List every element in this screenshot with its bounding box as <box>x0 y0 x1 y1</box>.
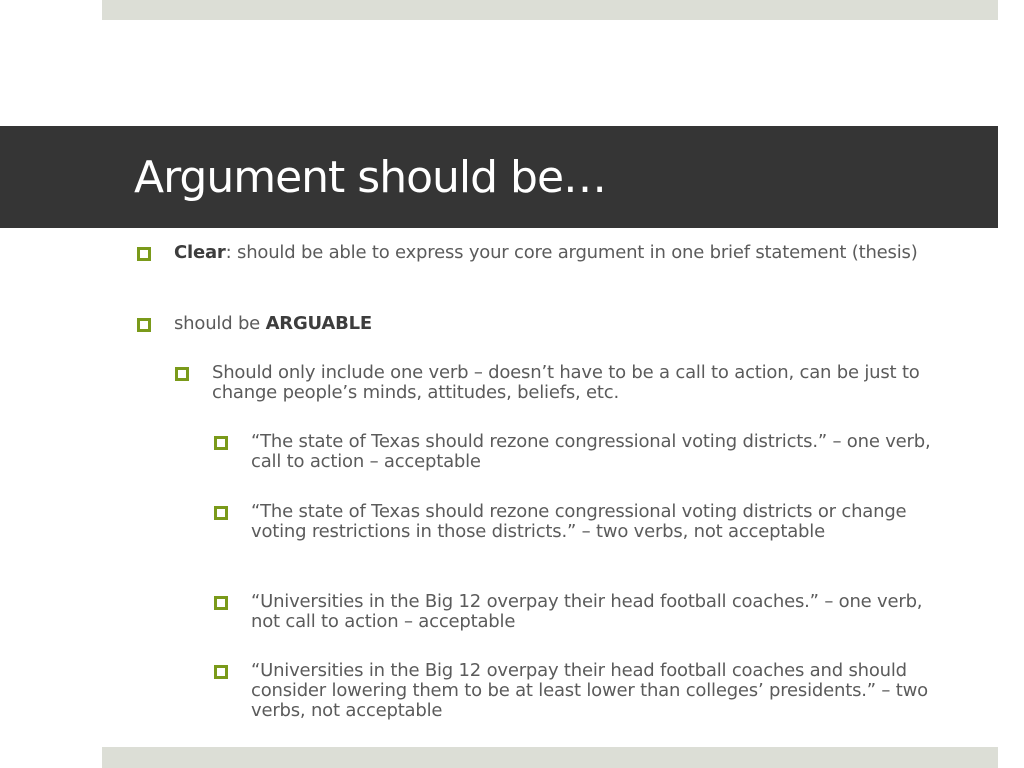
bullet-text: : should be able to express your core argument in one brief statement (thesis) <box>225 242 918 263</box>
square-bullet-icon <box>175 367 189 381</box>
square-bullet-icon <box>137 247 151 261</box>
bullet-item-one-verb <box>212 363 972 403</box>
bullet-item-example-4 <box>251 661 941 721</box>
square-bullet-icon <box>137 318 151 332</box>
top-decorative-band <box>102 0 998 20</box>
slide-title: Argument should be… <box>134 152 607 203</box>
bullet-item-arguable <box>174 314 974 334</box>
bottom-decorative-band <box>102 747 998 768</box>
bullet-item-clear <box>174 243 974 263</box>
bullet-item-example-1 <box>251 432 941 472</box>
bullet-bold-text: Clear <box>174 242 226 263</box>
bullet-text: Should only include one verb – doesn’t have to be a call to action, can be just to change people’s minds, attitudes, beliefs, etc. <box>212 362 920 403</box>
bullet-text: “The state of Texas should rezone congressional voting districts or change voting restrictions in those districts.” – two verbs, not acceptable <box>251 501 907 542</box>
bullet-item-example-3 <box>251 592 941 632</box>
bullet-item-example-2 <box>251 502 941 542</box>
square-bullet-icon <box>214 436 228 450</box>
bullet-text: “The state of Texas should rezone congressional voting districts.” – one verb, call to action – acceptable <box>251 431 931 472</box>
square-bullet-icon <box>214 665 228 679</box>
square-bullet-icon <box>214 596 228 610</box>
bullet-text: “Universities in the Big 12 overpay their head football coaches.” – one verb, not call to action – acceptable <box>251 591 923 632</box>
bullet-bold-text: ARGUABLE <box>265 313 373 334</box>
bullet-text: “Universities in the Big 12 overpay their head football coaches and should consider lowering them to be at least lower than colleges’ presidents.” – two verbs, not acceptable <box>251 660 928 721</box>
bullet-label <box>174 314 974 334</box>
square-bullet-icon <box>214 506 228 520</box>
bullet-text: should be <box>174 313 266 334</box>
bullet-label <box>174 243 974 263</box>
